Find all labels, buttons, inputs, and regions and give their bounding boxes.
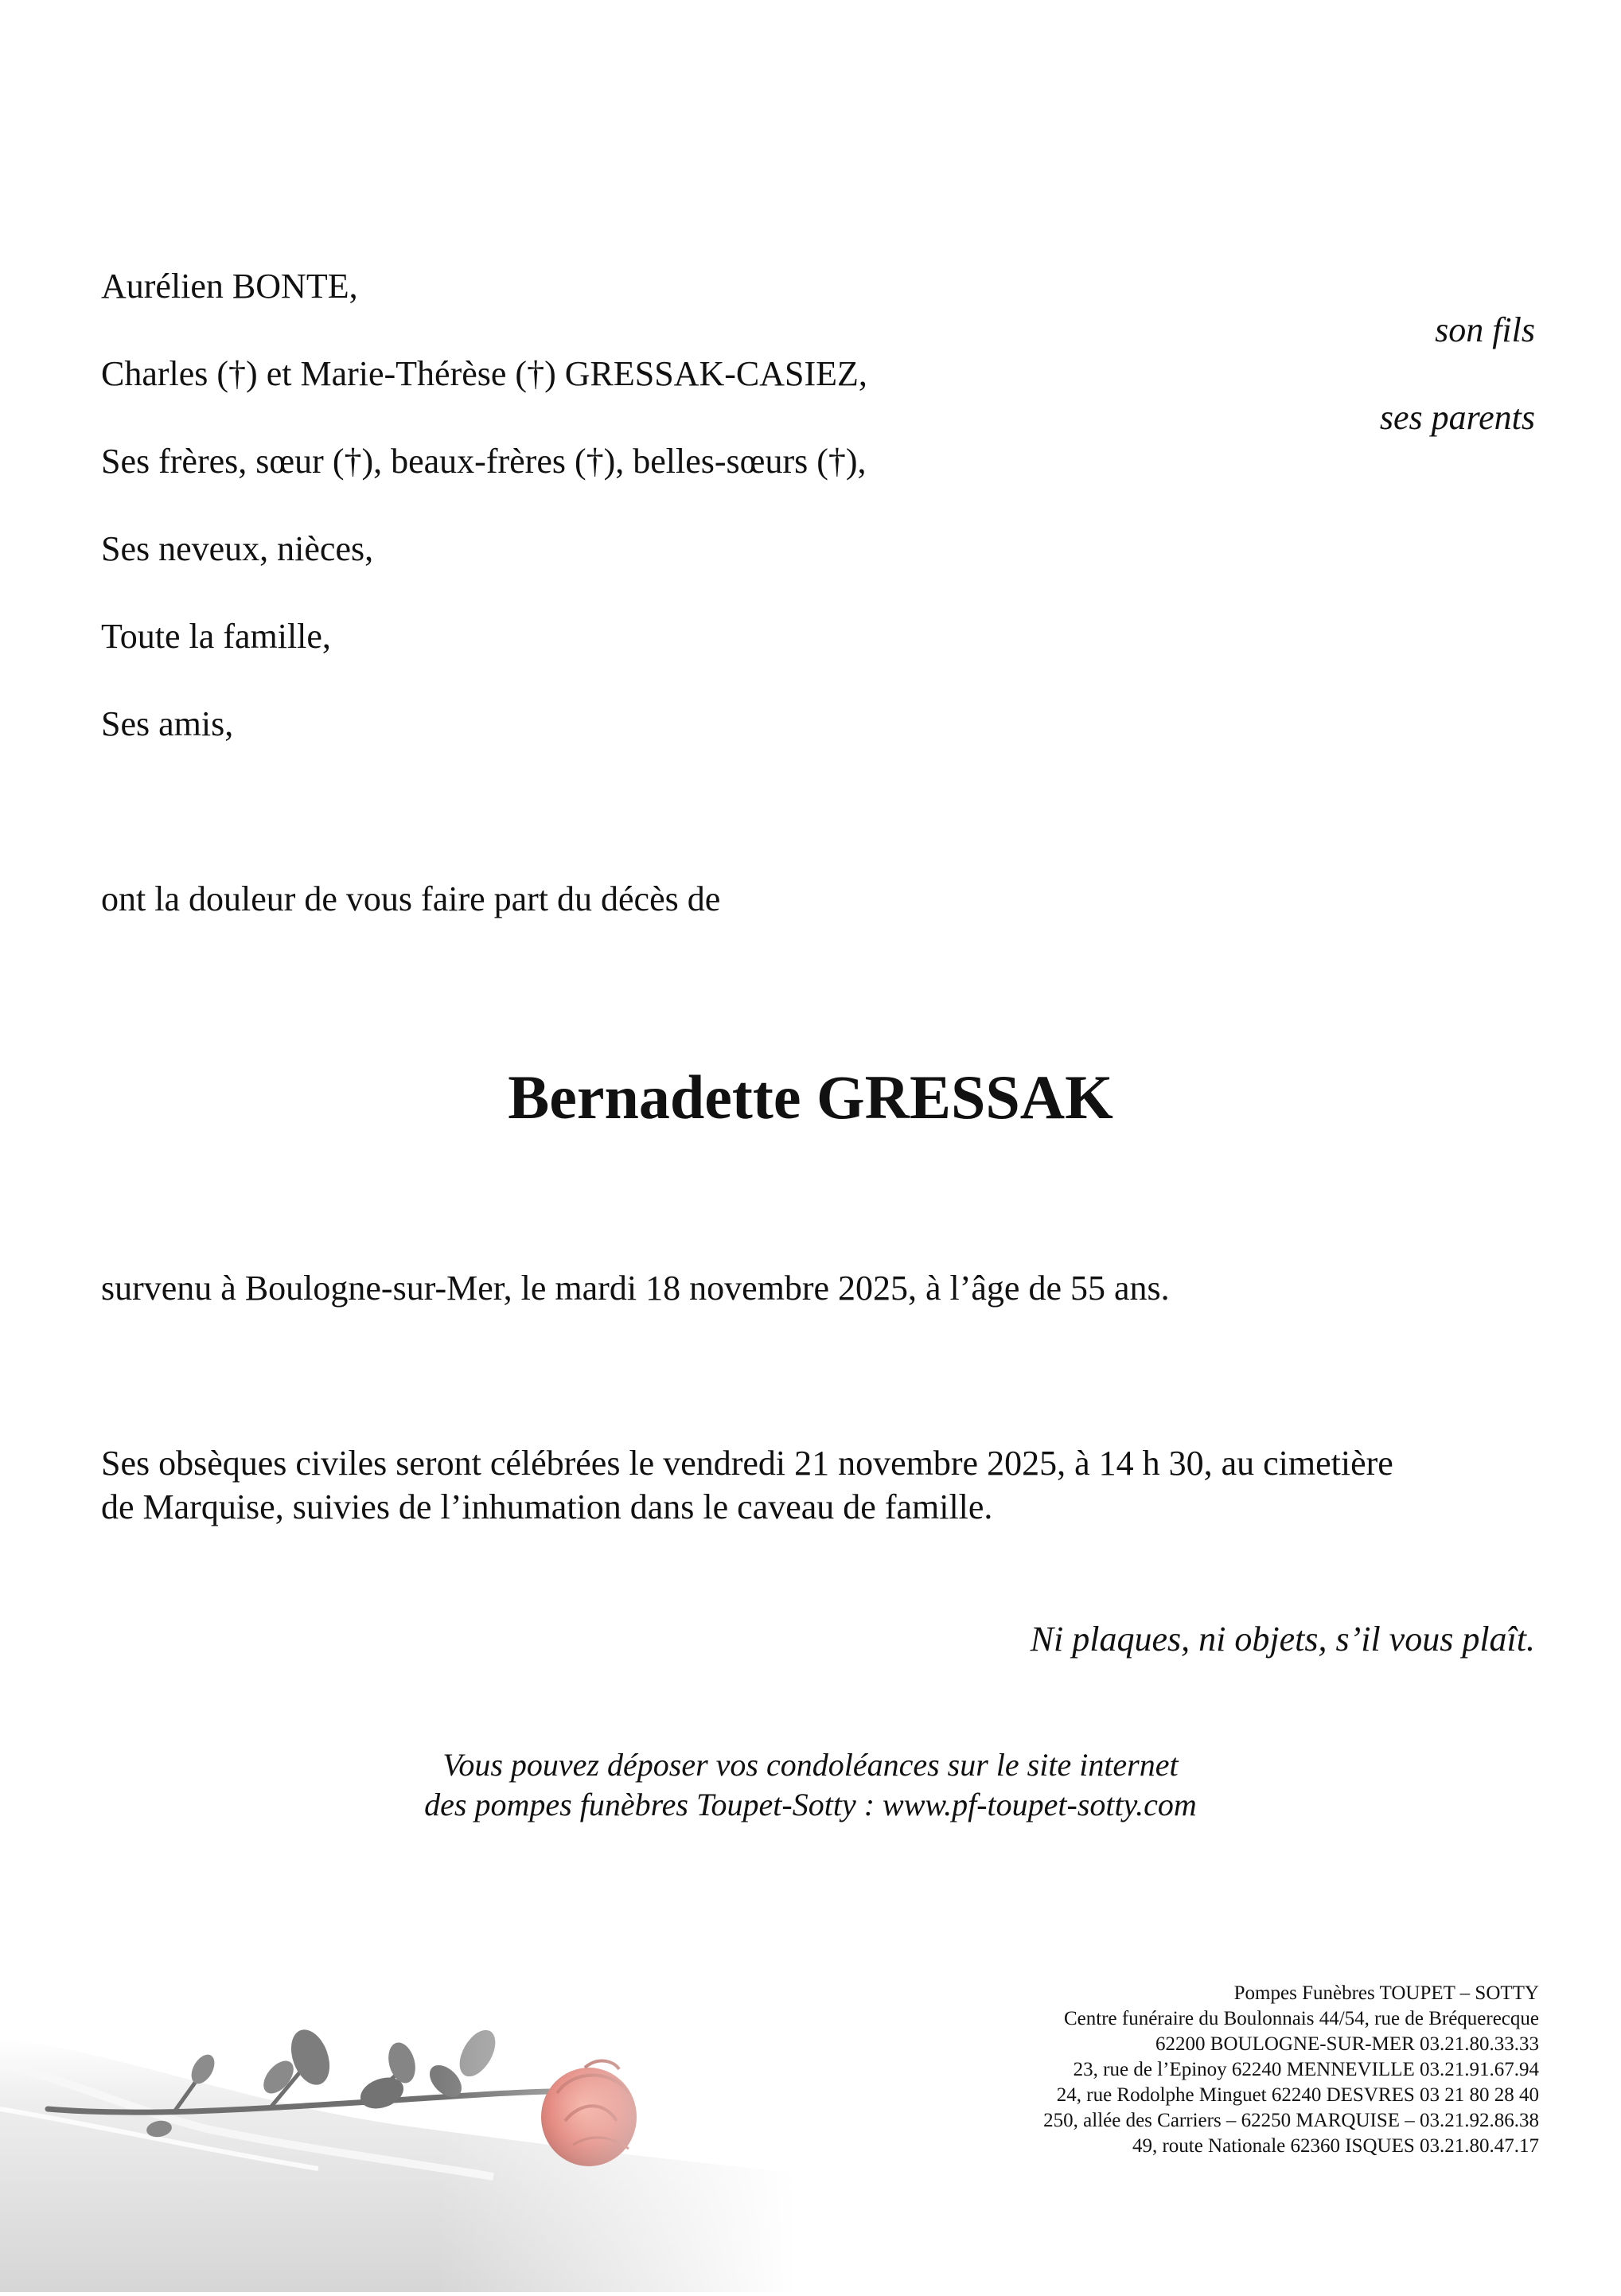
rose-on-sand-image (0, 1990, 796, 2292)
funeral-home-address-1: Centre funéraire du Boulonnais 44/54, rue de Bréquerecque (1063, 2008, 1539, 2029)
funeral-home-name: Pompes Funèbres TOUPET – SOTTY (1233, 1982, 1539, 2004)
family-line-siblings: Ses frères, sœur (†), beaux-frères (†), belles-sœurs (†), (101, 442, 867, 481)
funeral-home-address-4: 24, rue Rodolphe Minguet 62240 DESVRES 03 21 80 28 40 (1056, 2084, 1539, 2106)
funeral-home-address-6: 49, route Nationale 62360 ISQUES 03.21.80.47.17 (1132, 2135, 1539, 2157)
family-line-family: Toute la famille, (101, 617, 331, 656)
family-line-nephews: Ses neveux, nièces, (101, 529, 374, 568)
family-line-parents: Charles (†) et Marie-Thérèse (†) GRESSAK-CASIEZ, (101, 354, 867, 393)
funeral-line-1: Ses obsèques civiles seront célébrées le vendredi 21 novembre 2025, à 14 h 30, au cimetière (101, 1444, 1393, 1483)
announcement-text: ont la douleur de vous faire part du décès de (101, 879, 721, 918)
condolences-line-1: Vous pouvez déposer vos condoléances sur le site internet (442, 1747, 1179, 1783)
funeral-home-address-2: 62200 BOULOGNE-SUR-MER 03.21.80.33.33 (1155, 2033, 1539, 2055)
condolences-line-2: des pompes funèbres Toupet-Sotty : www.pf-toupet-sotty.com (424, 1787, 1197, 1822)
relation-parents: ses parents (1379, 398, 1535, 437)
deceased-name: Bernadette GRESSAK (508, 1062, 1113, 1132)
funeral-line-2: de Marquise, suivies de l’inhumation dans le caveau de famille. (101, 1487, 993, 1526)
funeral-home-address-5: 250, allée des Carriers – 62250 MARQUISE – 03.21.92.86.38 (1043, 2110, 1539, 2131)
family-line-son: Aurélien BONTE, (101, 267, 358, 306)
funeral-home-address-3: 23, rue de l’Epinoy 62240 MENNEVILLE 03.21.91.67.94 (1073, 2059, 1539, 2080)
death-details: survenu à Boulogne-sur-Mer, le mardi 18 novembre 2025, à l’âge de 55 ans. (101, 1269, 1170, 1308)
family-line-friends: Ses amis, (101, 704, 234, 743)
no-flowers-request: Ni plaques, ni objets, s’il vous plaît. (1030, 1620, 1535, 1659)
relation-son: son fils (1435, 310, 1535, 349)
